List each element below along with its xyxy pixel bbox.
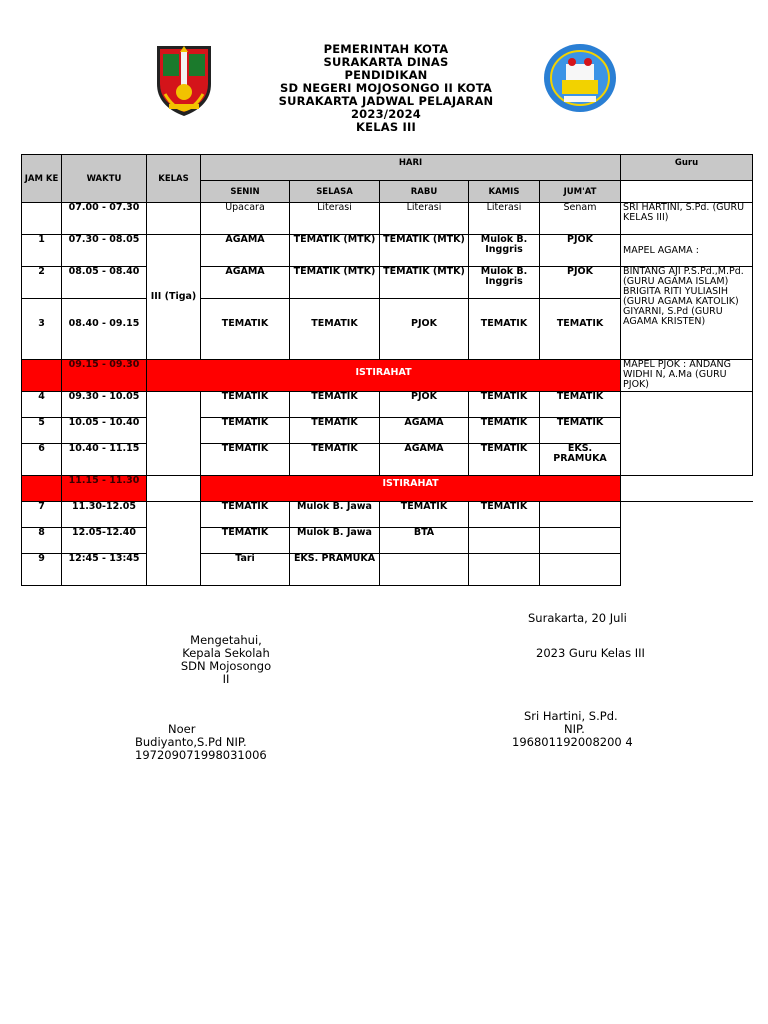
mapel-cell	[469, 528, 540, 554]
istirahat-label: ISTIRAHAT	[201, 476, 621, 502]
date-city: Surakarta, 20 Juli	[528, 611, 627, 625]
col-waktu-header: WAKTU	[62, 155, 147, 203]
waktu-cell: 10.05 - 10.40	[62, 418, 147, 444]
header-line: SURAKARTA JADWAL PELAJARAN	[278, 94, 494, 108]
mapel-cell: Upacara	[201, 203, 290, 235]
waktu-cell: 08.40 - 09.15	[62, 299, 147, 360]
guru-agama: BINTANG AJI P.S.Pd.,M.Pd. (GURU AGAMA ISLAM) BRIGITA RITI YULIASIH (GURU AGAMA KATOLIK) GIYARNI, S.Pd (GURU AGAMA KRISTEN)	[621, 267, 753, 360]
day-header: JUM'AT	[540, 181, 621, 203]
mengetahui-label: Mengetahui,	[190, 633, 262, 647]
mapel-cell: TEMATIK	[469, 444, 540, 476]
mapel-cell: TEMATIK	[201, 299, 290, 360]
waktu-cell: 12:45 - 13:45	[62, 554, 147, 586]
mapel-cell: TEMATIK (MTK)	[290, 235, 380, 267]
mapel-cell: Mulok B. Inggris	[469, 235, 540, 267]
jam-cell: 8	[22, 528, 62, 554]
mapel-cell: TEMATIK	[201, 392, 290, 418]
date-year: 2023 Guru Kelas III	[536, 646, 645, 660]
guru-name: Sri Hartini, S.Pd.	[524, 709, 618, 723]
mapel-cell: Tari	[201, 554, 290, 586]
col-hari-header: HARI	[201, 155, 621, 181]
kelas-cell	[147, 502, 201, 586]
guru-blank	[621, 476, 753, 502]
jam-cell: 7	[22, 502, 62, 528]
day-header: SELASA	[290, 181, 380, 203]
mapel-cell: Literasi	[290, 203, 380, 235]
mapel-cell: Literasi	[380, 203, 469, 235]
waktu-cell: 12.05-12.40	[62, 528, 147, 554]
school-suffix: II	[222, 672, 230, 686]
mapel-cell: AGAMA	[380, 418, 469, 444]
guru-kelas: SRI HARTINI, S.Pd. (GURU KELAS III)	[621, 203, 753, 235]
document-header	[258, 43, 514, 134]
mapel-cell: TEMATIK	[469, 418, 540, 444]
jam-cell: 5	[22, 418, 62, 444]
waktu-cell: 07.00 - 07.30	[62, 203, 147, 235]
mapel-cell	[469, 554, 540, 586]
istirahat-label: ISTIRAHAT	[147, 360, 621, 392]
signature-kepsek-block	[150, 634, 302, 686]
waktu-cell: 07.30 - 08.05	[62, 235, 147, 267]
mapel-cell: TEMATIK	[469, 392, 540, 418]
mapel-cell: Mulok B. Jawa	[290, 528, 380, 554]
mapel-cell	[380, 554, 469, 586]
mapel-cell: Mulok B. Jawa	[290, 502, 380, 528]
header-line: SD NEGERI MOJOSONGO II KOTA	[280, 81, 492, 95]
mapel-cell: TEMATIK	[540, 418, 621, 444]
mapel-cell: TEMATIK	[201, 502, 290, 528]
mapel-cell	[540, 502, 621, 528]
kelas-cell	[147, 392, 201, 476]
mapel-cell: TEMATIK	[380, 502, 469, 528]
mapel-cell: Senam	[540, 203, 621, 235]
waktu-cell: 10.40 - 11.15	[62, 444, 147, 476]
school-name: SDN Mojosongo	[180, 659, 272, 673]
header-line: PENDIDIKAN	[344, 68, 428, 82]
mapel-cell: TEMATIK	[540, 392, 621, 418]
kepsek-title: Kepala Sekolah	[182, 646, 270, 660]
guru-blank	[621, 502, 753, 528]
jam-cell: 3	[22, 299, 62, 360]
mapel-cell: TEMATIK	[201, 418, 290, 444]
mapel-cell: AGAMA	[201, 235, 290, 267]
day-header: SENIN	[201, 181, 290, 203]
kepsek-nip: 197209071998031006	[135, 748, 267, 762]
mapel-cell: TEMATIK	[469, 502, 540, 528]
guru-pjok: MAPEL PJOK : ANDANG WIDHI N, A.Ma (GURU PJOK)	[621, 360, 753, 392]
day-header: KAMIS	[469, 181, 540, 203]
guru-blank	[621, 528, 753, 554]
col-jam-header: JAM KE	[22, 155, 62, 203]
kepsek-name-2: Budiyanto,S.Pd NIP.	[135, 735, 247, 749]
kepsek-name-1: Noer	[168, 722, 196, 736]
mapel-cell: PJOK	[540, 267, 621, 299]
jam-cell	[22, 360, 62, 392]
mapel-cell: EKS. PRAMUKA	[540, 444, 621, 476]
header-line: 2023/2024	[350, 107, 421, 121]
schedule-table	[21, 154, 753, 586]
waktu-cell: 09.30 - 10.05	[62, 392, 147, 418]
mapel-cell: PJOK	[540, 235, 621, 267]
mapel-cell: TEMATIK	[540, 299, 621, 360]
mapel-cell: TEMATIK (MTK)	[380, 235, 469, 267]
jam-cell	[22, 476, 62, 502]
waktu-cell: 09.15 - 09.30	[62, 360, 147, 392]
mapel-cell: TEMATIK	[201, 528, 290, 554]
kelas-cell	[147, 476, 201, 502]
mapel-cell: PJOK	[380, 299, 469, 360]
mapel-cell: TEMATIK (MTK)	[290, 267, 380, 299]
waktu-cell: 08.05 - 08.40	[62, 267, 147, 299]
jam-cell	[22, 203, 62, 235]
col-guru-header: Guru	[621, 155, 753, 181]
mapel-cell: Literasi	[469, 203, 540, 235]
mapel-cell: Mulok B. Inggris	[469, 267, 540, 299]
kelas-cell	[147, 203, 201, 235]
mapel-cell: TEMATIK	[290, 299, 380, 360]
guru-nip: 196801192008200 4	[512, 735, 633, 749]
guru-nip-label: NIP.	[564, 722, 585, 736]
mapel-cell: PJOK	[380, 392, 469, 418]
mapel-cell: TEMATIK	[290, 444, 380, 476]
day-header: RABU	[380, 181, 469, 203]
mapel-cell: EKS. PRAMUKA	[290, 554, 380, 586]
mapel-cell: BTA	[380, 528, 469, 554]
guru-blank	[621, 181, 753, 203]
tut-wuri-handayani-icon	[542, 42, 618, 114]
jam-cell: 2	[22, 267, 62, 299]
jam-cell: 9	[22, 554, 62, 586]
jam-cell: 1	[22, 235, 62, 267]
guru-agama-title: MAPEL AGAMA :	[621, 235, 753, 267]
mapel-cell: TEMATIK	[290, 418, 380, 444]
mapel-cell: AGAMA	[201, 267, 290, 299]
guru-blank	[621, 554, 753, 586]
header-line: PEMERINTAH KOTA	[323, 42, 449, 56]
mapel-cell: TEMATIK (MTK)	[380, 267, 469, 299]
mapel-cell	[540, 528, 621, 554]
guru-blank	[621, 392, 753, 476]
mapel-cell: TEMATIK	[469, 299, 540, 360]
waktu-cell: 11.15 - 11.30	[62, 476, 147, 502]
jam-cell: 4	[22, 392, 62, 418]
mapel-cell: TEMATIK	[290, 392, 380, 418]
surakarta-crest-icon	[155, 44, 213, 118]
mapel-cell: AGAMA	[380, 444, 469, 476]
kelas-label: III (Tiga)	[147, 235, 201, 360]
waktu-cell: 11.30-12.05	[62, 502, 147, 528]
mapel-cell	[540, 554, 621, 586]
mapel-cell: TEMATIK	[201, 444, 290, 476]
header-line: SURAKARTA DINAS	[323, 55, 449, 69]
jam-cell: 6	[22, 444, 62, 476]
header-line: KELAS III	[356, 120, 416, 134]
col-kelas-header: KELAS	[147, 155, 201, 203]
